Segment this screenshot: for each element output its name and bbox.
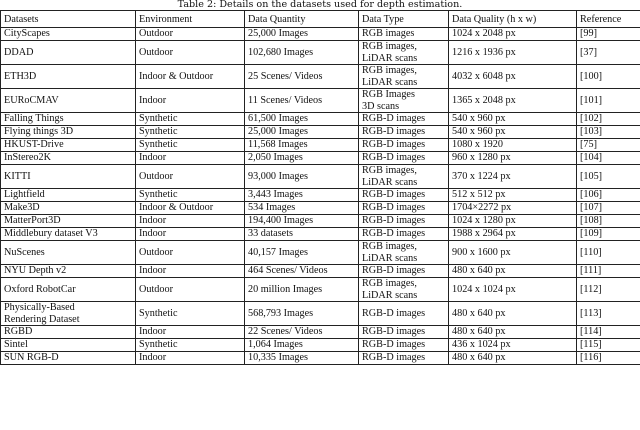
- cell-data-quantity: 20 million Images: [245, 278, 359, 302]
- cell-dataset-line: Rendering Dataset: [4, 313, 80, 325]
- cell-reference: [113]: [577, 302, 640, 326]
- cell-environment: Outdoor: [136, 241, 245, 265]
- header-environment: Environment: [136, 11, 245, 28]
- cell-data-quantity: 11,568 Images: [245, 139, 359, 152]
- cell-reference: [106]: [577, 189, 640, 202]
- cell-data-type-line: RGB-D images: [362, 139, 426, 151]
- cell-data-quality: 1704×2272 px: [449, 202, 577, 215]
- cell-data-type-line: RGB-D images: [362, 126, 426, 138]
- cell-environment: Outdoor: [136, 165, 245, 189]
- table-row: [1, 165, 640, 189]
- cell-data-type-line: RGB images,: [362, 241, 417, 253]
- cell-data-type: [359, 241, 449, 265]
- cell-data-type-line: RGB-D images: [362, 339, 426, 351]
- table-row: [1, 228, 640, 241]
- cell-data-quality: 1988 x 2964 px: [449, 228, 577, 241]
- cell-data-quantity: 194,400 Images: [245, 215, 359, 228]
- header-data-type: Data Type: [359, 11, 449, 28]
- cell-data-quantity: 11 Scenes/ Videos: [245, 89, 359, 113]
- cell-data-quantity: 61,500 Images: [245, 113, 359, 126]
- cell-data-type: [359, 302, 449, 326]
- cell-data-type: [359, 113, 449, 126]
- cell-dataset-line: Physically-Based: [4, 302, 75, 314]
- table-row: [1, 215, 640, 228]
- cell-dataset: Flying things 3D: [1, 126, 136, 139]
- cell-environment: Indoor & Outdoor: [136, 65, 245, 89]
- table-row: [1, 302, 640, 326]
- cell-dataset: ETH3D: [1, 65, 136, 89]
- cell-data-type: [359, 326, 449, 339]
- cell-data-type-line: RGB-D images: [362, 265, 426, 277]
- cell-data-quality: 480 x 640 px: [449, 326, 577, 339]
- cell-data-quality: 436 x 1024 px: [449, 339, 577, 352]
- cell-environment: Synthetic: [136, 339, 245, 352]
- table-caption: Table 2: Details on the datasets used for depth estimation.: [177, 0, 463, 10]
- cell-data-quantity: 2,050 Images: [245, 152, 359, 165]
- cell-data-quality: 540 x 960 px: [449, 113, 577, 126]
- cell-data-quantity: 464 Scenes/ Videos: [245, 265, 359, 278]
- cell-reference: [112]: [577, 278, 640, 302]
- cell-data-type-line: RGB images,: [362, 41, 417, 53]
- cell-data-type-line: RGB-D images: [362, 326, 426, 338]
- cell-dataset: Make3D: [1, 202, 136, 215]
- table-row: [1, 202, 640, 215]
- cell-dataset: NYU Depth v2: [1, 265, 136, 278]
- cell-data-type: [359, 89, 449, 113]
- cell-environment: Indoor & Outdoor: [136, 202, 245, 215]
- table-row: [1, 41, 640, 65]
- cell-reference: [108]: [577, 215, 640, 228]
- cell-data-type: [359, 165, 449, 189]
- cell-dataset: SUN RGB-D: [1, 352, 136, 365]
- cell-data-quality: 1024 x 1280 px: [449, 215, 577, 228]
- cell-data-type-line: RGB images,: [362, 65, 417, 77]
- cell-data-type: [359, 126, 449, 139]
- cell-reference: [100]: [577, 65, 640, 89]
- cell-data-quality: 480 x 640 px: [449, 302, 577, 326]
- cell-dataset: DDAD: [1, 41, 136, 65]
- cell-data-quality: 1080 x 1920: [449, 139, 577, 152]
- table-row: [1, 139, 640, 152]
- cell-reference: [104]: [577, 152, 640, 165]
- header-data-quality: Data Quality (h x w): [449, 11, 577, 28]
- cell-data-quantity: 93,000 Images: [245, 165, 359, 189]
- header-datasets: Datasets: [1, 11, 136, 28]
- cell-data-quantity: 40,157 Images: [245, 241, 359, 265]
- cell-environment: Synthetic: [136, 113, 245, 126]
- cell-environment: Synthetic: [136, 302, 245, 326]
- cell-data-type-line: RGB-D images: [362, 113, 426, 125]
- cell-data-type-line: LiDAR scans: [362, 76, 418, 88]
- cell-data-type-line: LiDAR scans: [362, 176, 418, 188]
- cell-data-quantity: 25,000 Images: [245, 126, 359, 139]
- cell-data-quality: 4032 x 6048 px: [449, 65, 577, 89]
- cell-dataset: InStereo2K: [1, 152, 136, 165]
- table-row: [1, 126, 640, 139]
- cell-data-type: [359, 339, 449, 352]
- cell-environment: Synthetic: [136, 139, 245, 152]
- cell-reference: [107]: [577, 202, 640, 215]
- table-row: [1, 113, 640, 126]
- cell-dataset: Sintel: [1, 339, 136, 352]
- cell-data-type-line: RGB-D images: [362, 189, 426, 201]
- cell-reference: [114]: [577, 326, 640, 339]
- cell-data-quantity: 534 Images: [245, 202, 359, 215]
- cell-data-type-line: RGB-D images: [362, 307, 426, 319]
- table-row: [1, 28, 640, 41]
- cell-data-quality: 1216 x 1936 px: [449, 41, 577, 65]
- cell-environment: Indoor: [136, 352, 245, 365]
- cell-data-type: [359, 202, 449, 215]
- cell-data-quantity: 568,793 Images: [245, 302, 359, 326]
- cell-reference: [110]: [577, 241, 640, 265]
- header-row: [1, 11, 640, 28]
- cell-data-type-line: RGB-D images: [362, 352, 426, 364]
- cell-data-type-line: RGB images: [362, 28, 415, 40]
- table-row: [1, 189, 640, 202]
- table-row: [1, 278, 640, 302]
- cell-reference: [111]: [577, 265, 640, 278]
- table-row: [1, 65, 640, 89]
- cell-data-type: [359, 189, 449, 202]
- cell-data-type-line: LiDAR scans: [362, 52, 418, 64]
- cell-data-quality: 960 x 1280 px: [449, 152, 577, 165]
- header-data-quantity: Data Quantity: [245, 11, 359, 28]
- cell-data-type-line: RGB images,: [362, 165, 417, 177]
- table-row: [1, 241, 640, 265]
- cell-data-quality: 480 x 640 px: [449, 352, 577, 365]
- cell-dataset: [1, 302, 136, 326]
- cell-dataset: MatterPort3D: [1, 215, 136, 228]
- cell-environment: Indoor: [136, 265, 245, 278]
- cell-data-type: [359, 228, 449, 241]
- table-row: [1, 152, 640, 165]
- cell-data-type-line: LiDAR scans: [362, 252, 418, 264]
- cell-data-type: [359, 139, 449, 152]
- cell-data-quantity: 10,335 Images: [245, 352, 359, 365]
- cell-data-quantity: 3,443 Images: [245, 189, 359, 202]
- table-row: [1, 265, 640, 278]
- cell-data-type: [359, 41, 449, 65]
- table-row: [1, 326, 640, 339]
- cell-dataset: EURoCMAV: [1, 89, 136, 113]
- cell-environment: Indoor: [136, 228, 245, 241]
- table-row: [1, 352, 640, 365]
- cell-data-quantity: 25,000 Images: [245, 28, 359, 41]
- cell-environment: Synthetic: [136, 126, 245, 139]
- cell-reference: [109]: [577, 228, 640, 241]
- cell-data-type-line: LiDAR scans: [362, 289, 418, 301]
- cell-data-type: [359, 265, 449, 278]
- cell-data-quantity: 102,680 Images: [245, 41, 359, 65]
- cell-data-type: [359, 352, 449, 365]
- cell-data-quantity: 25 Scenes/ Videos: [245, 65, 359, 89]
- cell-environment: Indoor: [136, 215, 245, 228]
- cell-reference: [115]: [577, 339, 640, 352]
- cell-dataset: KITTI: [1, 165, 136, 189]
- cell-dataset: RGBD: [1, 326, 136, 339]
- cell-environment: Indoor: [136, 152, 245, 165]
- cell-data-type: [359, 28, 449, 41]
- table-row: [1, 339, 640, 352]
- cell-dataset: Middlebury dataset V3: [1, 228, 136, 241]
- cell-data-type-line: RGB images,: [362, 278, 417, 290]
- cell-data-quality: 480 x 640 px: [449, 265, 577, 278]
- cell-environment: Synthetic: [136, 189, 245, 202]
- cell-dataset: Falling Things: [1, 113, 136, 126]
- cell-data-quantity: 1,064 Images: [245, 339, 359, 352]
- cell-data-type-line: RGB Images: [362, 89, 415, 101]
- cell-environment: Outdoor: [136, 278, 245, 302]
- cell-data-quantity: 33 datasets: [245, 228, 359, 241]
- table-row: [1, 89, 640, 113]
- cell-data-quantity: 22 Scenes/ Videos: [245, 326, 359, 339]
- cell-data-quality: 540 x 960 px: [449, 126, 577, 139]
- cell-data-type-line: RGB-D images: [362, 152, 426, 164]
- cell-data-type-line: RGB-D images: [362, 202, 426, 214]
- cell-data-type: [359, 152, 449, 165]
- cell-dataset: CityScapes: [1, 28, 136, 41]
- datasets-table: [0, 10, 640, 365]
- cell-reference: [101]: [577, 89, 640, 113]
- cell-data-type-line: RGB-D images: [362, 215, 426, 227]
- cell-environment: Outdoor: [136, 41, 245, 65]
- cell-environment: Indoor: [136, 326, 245, 339]
- cell-reference: [99]: [577, 28, 640, 41]
- cell-reference: [105]: [577, 165, 640, 189]
- cell-data-type-line: 3D scans: [362, 100, 400, 112]
- cell-reference: [103]: [577, 126, 640, 139]
- cell-data-quality: 900 x 1600 px: [449, 241, 577, 265]
- cell-data-type: [359, 65, 449, 89]
- cell-data-quality: 370 x 1224 px: [449, 165, 577, 189]
- cell-data-quality: 512 x 512 px: [449, 189, 577, 202]
- cell-dataset: Lightfield: [1, 189, 136, 202]
- cell-dataset: NuScenes: [1, 241, 136, 265]
- cell-environment: Outdoor: [136, 28, 245, 41]
- header-reference: Reference: [577, 11, 640, 28]
- cell-data-type: [359, 215, 449, 228]
- cell-dataset: Oxford RobotCar: [1, 278, 136, 302]
- cell-reference: [116]: [577, 352, 640, 365]
- cell-data-quality: 1365 x 2048 px: [449, 89, 577, 113]
- cell-data-type: [359, 278, 449, 302]
- cell-reference: [37]: [577, 41, 640, 65]
- cell-data-quality: 1024 x 1024 px: [449, 278, 577, 302]
- cell-reference: [102]: [577, 113, 640, 126]
- cell-dataset: HKUST-Drive: [1, 139, 136, 152]
- cell-environment: Indoor: [136, 89, 245, 113]
- cell-reference: [75]: [577, 139, 640, 152]
- cell-data-type-line: RGB-D images: [362, 228, 426, 240]
- cell-data-quality: 1024 x 2048 px: [449, 28, 577, 41]
